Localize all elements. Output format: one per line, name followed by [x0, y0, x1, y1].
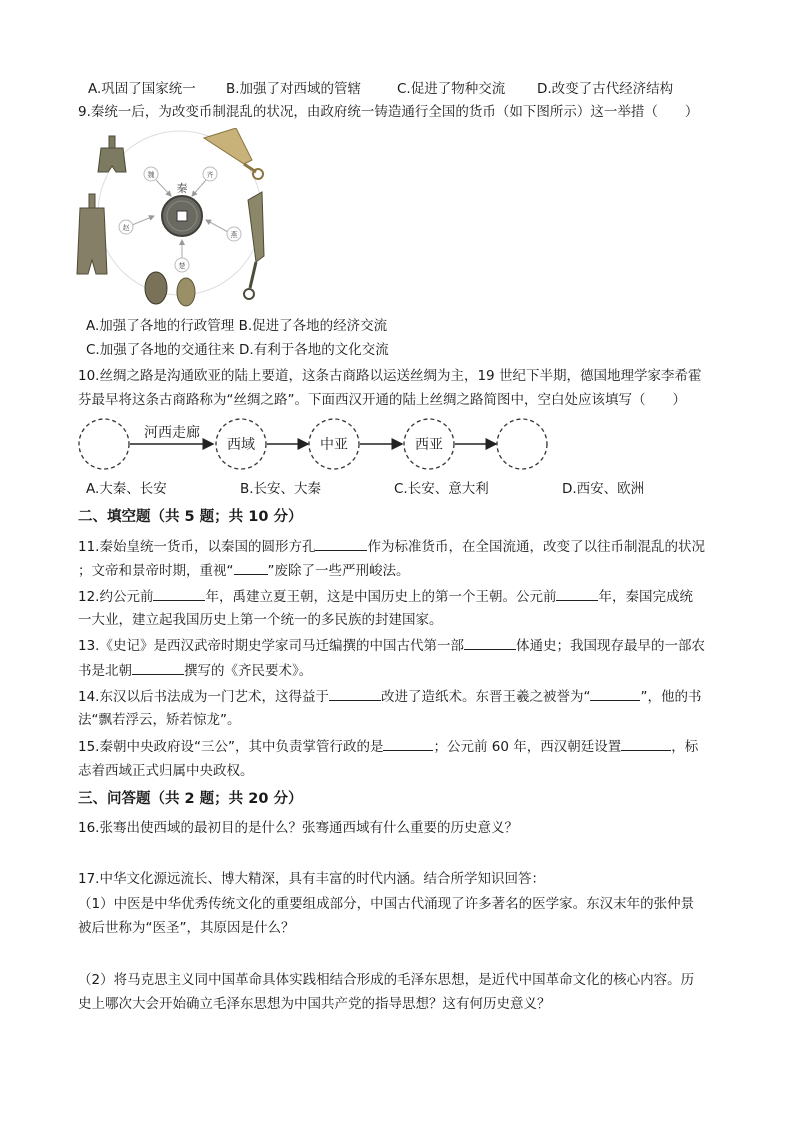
- qin-label: 秦: [176, 182, 188, 195]
- hexi-corridor-label: 河西走廊: [144, 425, 200, 441]
- antnose-coin-left: [145, 272, 167, 304]
- q10-stem-line2: 芬最早将这条古商路称为“丝绸之路”。下面西汉开通的陆上丝绸之路简图中，空白处应该填写（ ）: [78, 392, 686, 408]
- silk-road-diagram: [76, 418, 556, 472]
- q8-option-c: C.促进了物种交流: [397, 81, 506, 97]
- q15-blank-2[interactable]: [621, 738, 671, 751]
- antnose-coin-right: [177, 278, 195, 306]
- spade-coin-large: [77, 194, 107, 274]
- q9-option-cd: C.加强了各地的交通往来 D.有利于各地的文化交流: [86, 342, 389, 358]
- q11-blank-1[interactable]: [315, 538, 367, 551]
- q17-part1-line2: 被后世称为“医圣”，其原因是什么？: [78, 920, 295, 936]
- q12-line1: 12.约公元前 年，禹建立夏王朝，这是中国历史上的第一个王朝。公元前 年，秦国完成统: [78, 589, 693, 605]
- q13-blank-2[interactable]: [132, 662, 184, 675]
- q13-line1: 13.《史记》是西汉武帝时期史学家司马迁编撰的中国古代第一部 体通史；我国现存最早的一部农: [78, 638, 705, 654]
- q16-text: 16.张骞出使西域的最初目的是什么？张骞通西域有什么重要的历史意义？: [78, 820, 518, 836]
- q14-line2: 法“飘若浮云，矫若惊龙”。: [78, 712, 241, 728]
- q14-blank-2[interactable]: [590, 688, 640, 701]
- q15-line1: 15.秦朝中央政府设“三公”，其中负责掌管行政的是 ；公元前 60 年，西汉朝廷设置 ，标: [78, 739, 699, 755]
- q17-part2-line1: （2）将马克思主义同中国革命具体实践相结合形成的毛泽东思想，是近代中国革命文化的核心内容。历: [78, 972, 695, 988]
- q12-blank-1[interactable]: [153, 588, 205, 601]
- q10-stem-line1: 10.丝绸之路是沟通欧亚的陆上要道，这条古商路以运送丝绸为主，19 世纪下半期，德国地理学家李希霍: [78, 368, 702, 384]
- q15-line2: 志着西域正式归属中央政权。: [78, 763, 254, 779]
- q9-option-ab: A.加强了各地的行政管理 B.促进了各地的经济交流: [86, 318, 388, 334]
- q9-stem: 9.秦统一后，为改变币制混乱的状况，由政府统一铸造通行全国的货币（如下图所示）这一举措（ ）: [78, 104, 699, 120]
- q8-option-b: B.加强了对西域的管辖: [226, 81, 362, 97]
- node-zhongya-label: 中亚: [320, 437, 348, 453]
- q11-blank-2[interactable]: [234, 562, 268, 575]
- state-label-yan: 燕: [230, 231, 238, 239]
- spade-coin-small: [98, 136, 126, 172]
- knife-coin-right: [244, 192, 264, 299]
- q11-line1: 11.秦始皇统一货币，以秦国的圆形方孔 作为标准货币，在全国流通，改变了以往币制混乱的状况: [78, 539, 705, 555]
- q11-line2: ；文帝和景帝时期，重视“ ”废除了一些严刑峻法。: [78, 563, 410, 579]
- q17-part2-line2: 史上哪次大会开始确立毛泽东思想为中国共产党的指导思想？这有何历史意义？: [78, 996, 551, 1012]
- node-xiyu-label: 西域: [227, 437, 255, 453]
- state-label-chu: 楚: [178, 262, 186, 270]
- section2-title: 二、填空题（共 5 题；共 10 分）: [78, 509, 303, 525]
- blank-node-start: [79, 419, 129, 469]
- q12-line2: 一大业，建立起我国历史上第一个统一的多民族的封建国家。: [78, 612, 443, 628]
- q17-part1-line1: （1）中医是中华优秀传统文化的重要组成部分，中国古代涌现了许多著名的医学家。东汉末年的张仲景: [78, 896, 695, 912]
- q10-option-b: B.长安、大秦: [240, 481, 322, 497]
- q12-blank-2[interactable]: [556, 588, 598, 601]
- q10-option-d: D.西安、欧洲: [562, 481, 645, 497]
- q8-option-d: D.改变了古代经济结构: [537, 81, 674, 97]
- q10-option-c: C.长安、意大利: [394, 481, 489, 497]
- state-label-wei: 魏: [147, 171, 155, 179]
- state-label-qi: 齐: [206, 171, 214, 179]
- q15-blank-1[interactable]: [383, 738, 433, 751]
- q10-option-a: A.大秦、长安: [86, 481, 167, 497]
- section3-title: 三、问答题（共 2 题；共 20 分）: [78, 791, 303, 807]
- q14-line1: 14.东汉以后书法成为一门艺术，这得益于 改进了造纸术。东晋王羲之被誉为“ ”，他的书: [78, 689, 702, 705]
- q13-line2: 书是北朝 撰写的《齐民要术》。: [78, 663, 313, 679]
- q13-blank-1[interactable]: [464, 637, 516, 650]
- q8-option-a: A.巩固了国家统一: [88, 81, 196, 97]
- state-label-zhao: 赵: [122, 224, 130, 232]
- q17-stem: 17.中华文化源远流长、博大精深，具有丰富的时代内涵。结合所学知识回答：: [78, 871, 545, 887]
- coin-unification-figure: [76, 128, 276, 312]
- blank-node-end: [497, 419, 547, 469]
- node-xiya-label: 西亚: [415, 437, 443, 453]
- q14-blank-1[interactable]: [329, 688, 381, 701]
